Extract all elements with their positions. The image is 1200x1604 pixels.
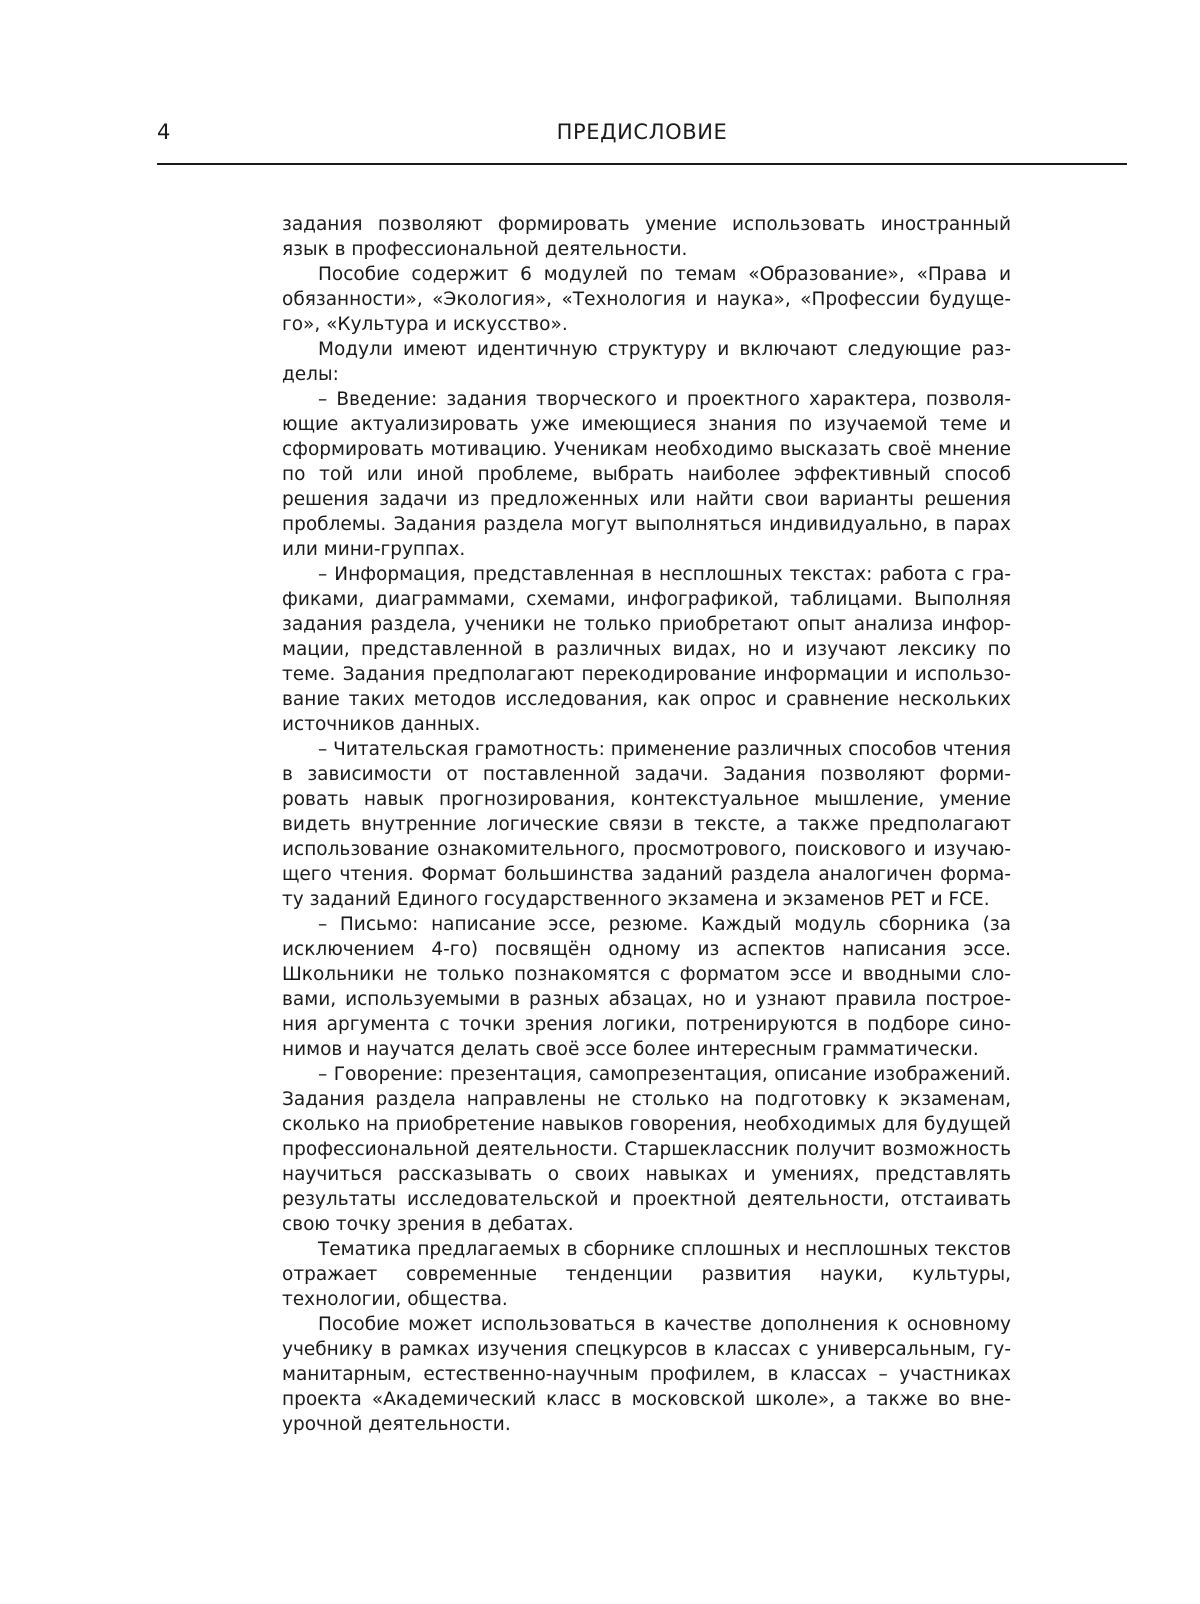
paragraph-topics: Тематика предлагаемых в сборнике сплошных и несплошных текстов отражает современные тенденции развития науки, культуры, технологии, общества. [282,1239,1011,1310]
list-item-non-continuous-texts: – Информация, представленная в несплошных текстах: работа с графиками, диаграммами, схемами, инфографикой, таблицами. Выполняя задания раздела, ученики не только приобретают опыт анализа информации, представленной в различных видах, но и изучают лексику по теме. Задания предполагают перекодирование информации и использование таких методов исследования, как опрос и сравнение нескольких источников данных. [282,564,1011,735]
paragraph-usage: Пособие может использоваться в качестве дополнения к основному учебнику в рамках изучения спецкурсов в классах с универсальным, гуманитарным, естественно-научным профилем, в классах – участниках проекта «Академический класс в московской школе», а также во внеурочной деятельности. [282,1314,1011,1435]
header-rule [157,163,1127,165]
page-number: 4 [157,120,171,144]
page-header [157,114,1127,154]
running-head: ПРЕДИСЛОВИЕ [556,120,728,144]
list-item-reading-literacy: – Читательская грамотность: применение различных способов чтения в зависимости от поставленной задачи. Задания позволяют формировать навык прогнозирования, контекстуальное мышление, умение видеть внутренние логические связи в тексте, а также предполагают использование ознакомительного, просмотрового, поискового и изучающего чтения. Формат большинства заданий раздела аналогичен формату заданий Единого государственного экзамена и экзаменов PET и FCE. [282,739,1011,910]
paragraph-modules-structure: Модули имеют идентичную структуру и включают следующие разделы: [282,339,1011,385]
list-item-introduction: – Введение: задания творческого и проектного характера, позволяющие актуализировать уже имеющиеся знания по изучаемой теме и сформировать мотивацию. Ученикам необходимо высказать своё мнение по той или иной проблеме, выбрать наиболее эффективный способ решения задачи из предложенных или найти свои варианты решения проблемы. Задания раздела могут выполняться индивидуально, в парах или мини-группах. [282,389,1011,560]
paragraph-modules-topics: Пособие содержит 6 модулей по темам «Образование», «Права и обязанности», «Экология», «Технология и наука», «Профессии будущего», «Культура и искусство». [282,264,1011,335]
paragraph-continuation: задания позволяют формировать умение использовать иностранный язык в профессиональной деятельности. [282,214,1011,260]
body-text [282,212,1011,1437]
list-item-speaking: – Говорение: презентация, самопрезентация, описание изображений. Задания раздела направлены не столько на подготовку к экзаменам, сколько на приобретение навыков говорения, необходимых для будущей профессиональной деятельности. Старшеклассник получит возможность научиться рассказывать о своих навыках и умениях, представлять результаты исследовательской и проектной деятельности, отстаивать свою точку зрения в дебатах. [282,1064,1011,1235]
list-item-writing: – Письмо: написание эссе, резюме. Каждый модуль сборника (за исключением 4-го) посвящён одному из аспектов написания эссе. Школьники не только познакомятся с форматом эссе и вводными словами, используемыми в разных абзацах, но и узнают правила построения аргумента с точки зрения логики, потренируются в подборе синонимов и научатся делать своё эссе более интересным грамматически. [282,914,1011,1060]
